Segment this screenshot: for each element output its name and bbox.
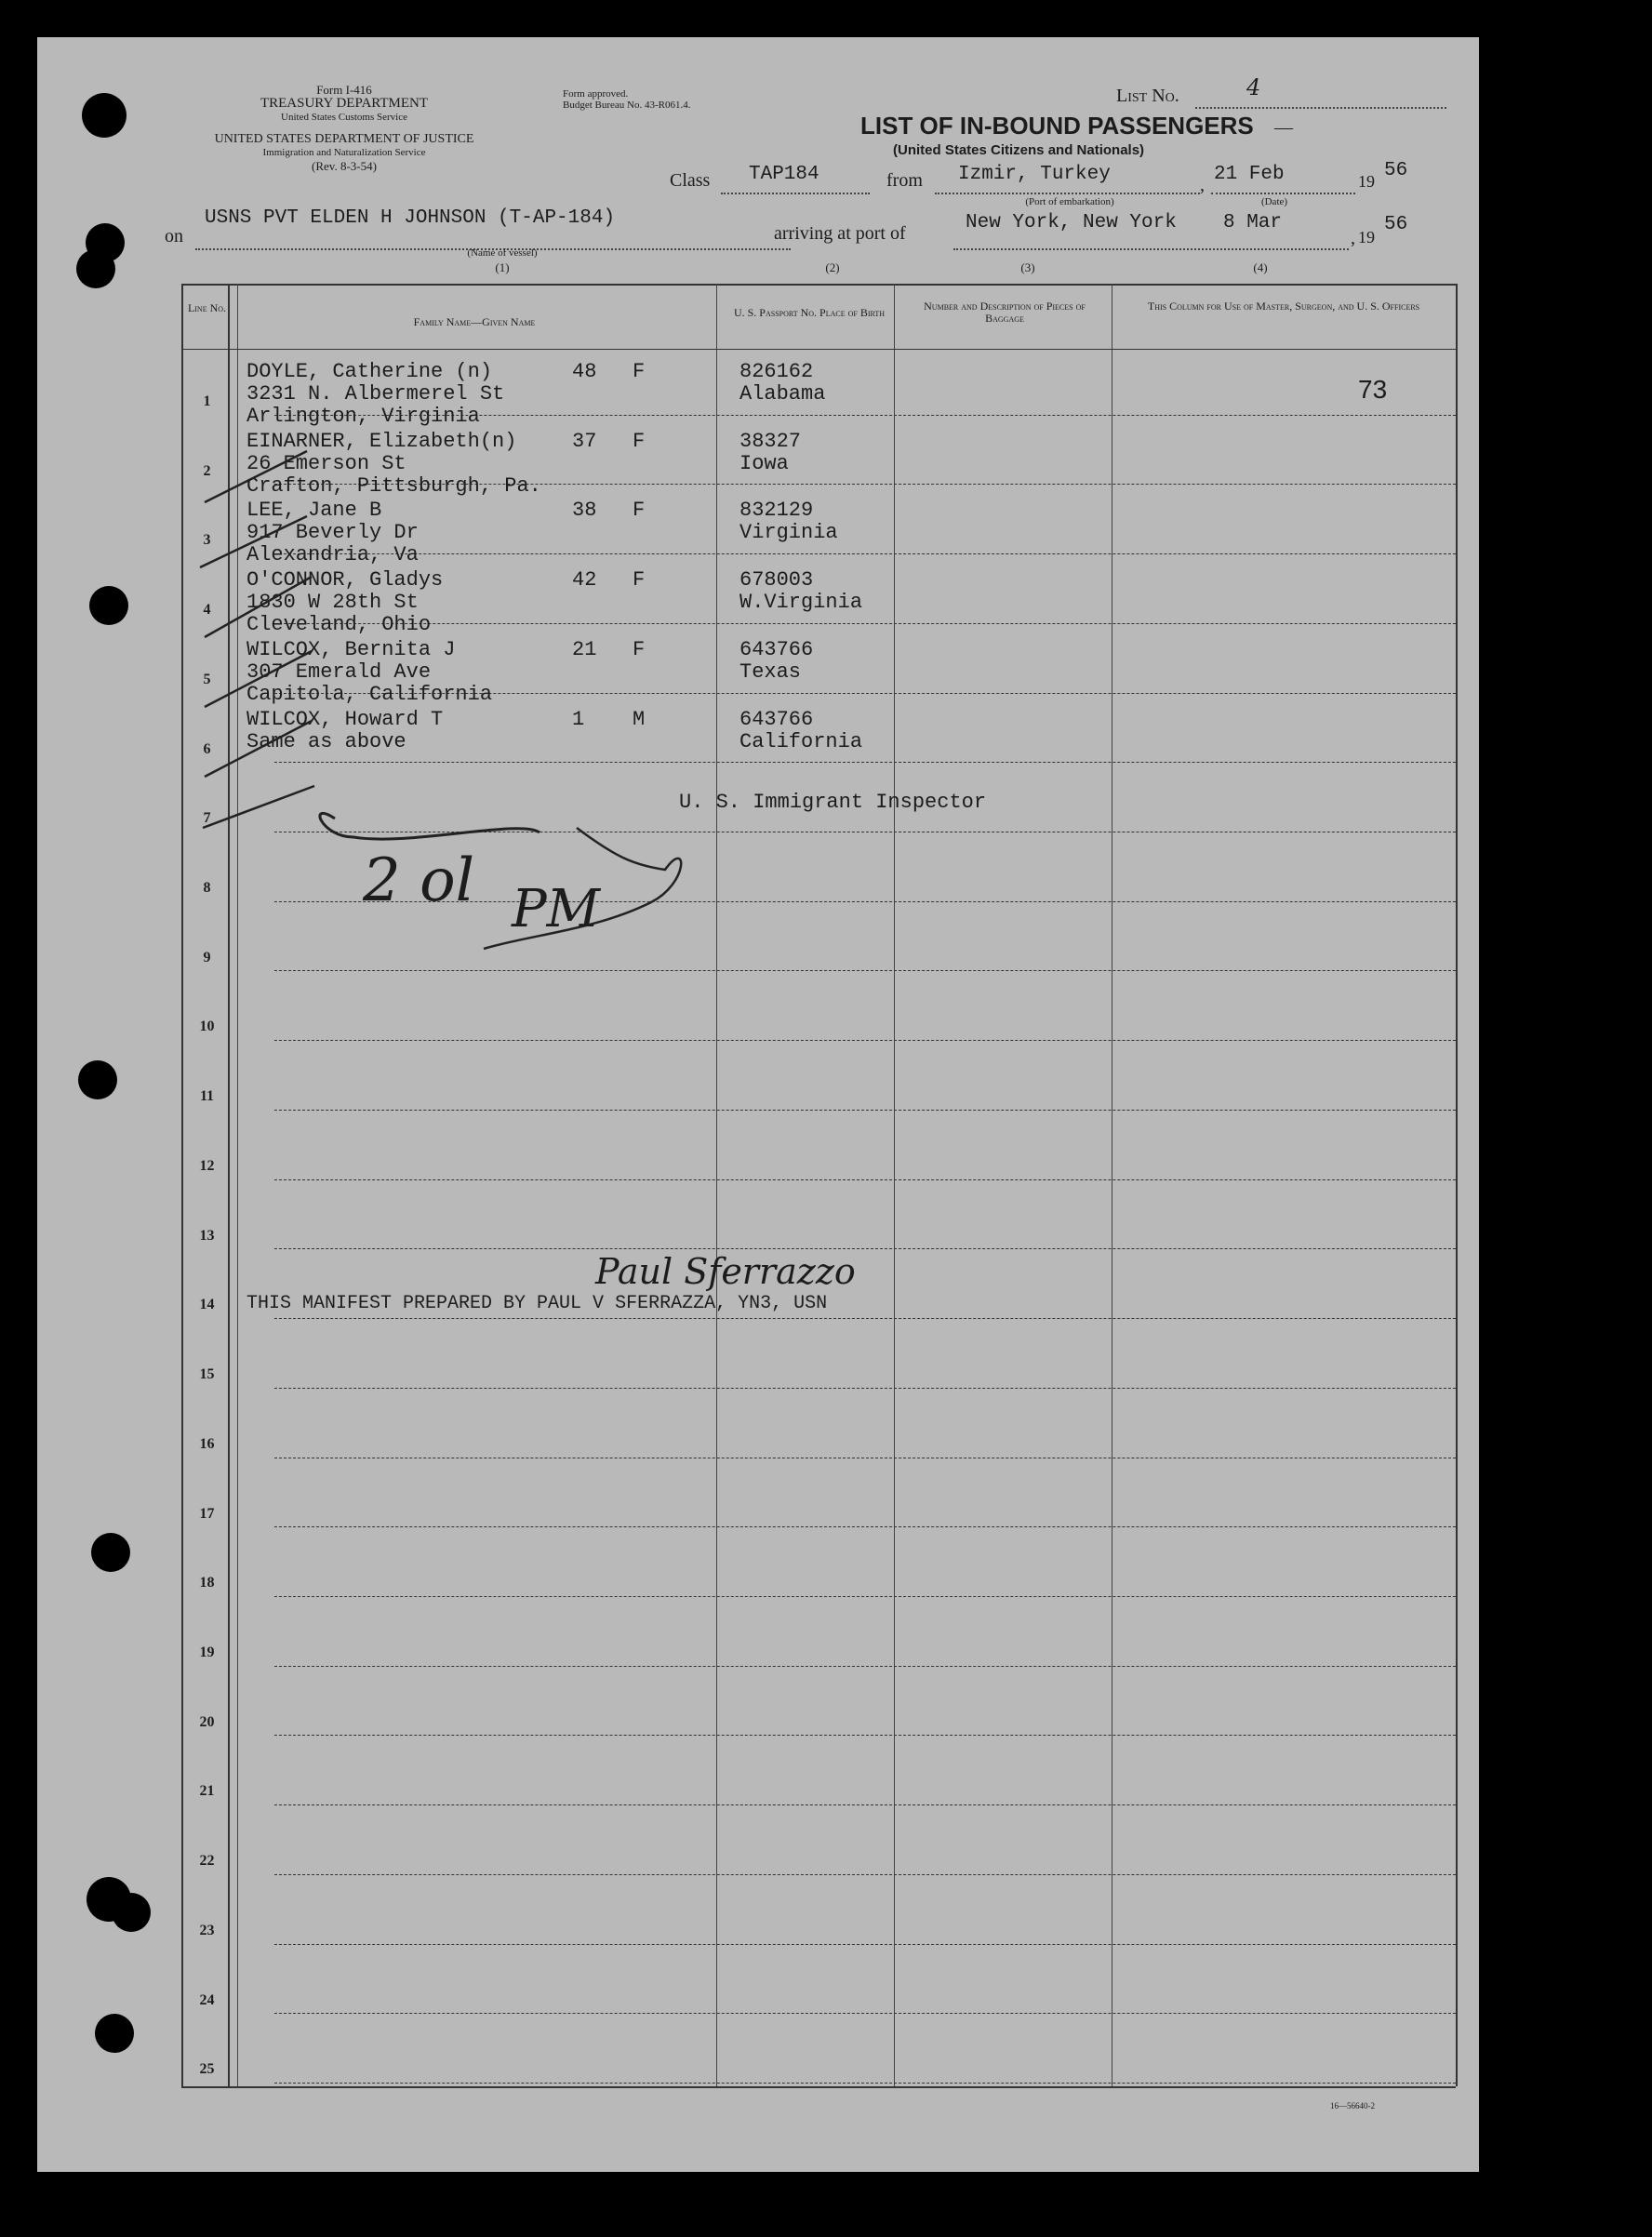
line-number: 12	[199, 1157, 215, 1174]
col-passport: U. S. Passport No. Place of Birth	[733, 306, 886, 319]
passenger-sex: F	[633, 499, 646, 523]
col-caption-1: (1)	[495, 260, 510, 274]
arrival-year-prefix: 19	[1358, 228, 1375, 246]
passenger-name: DOYLE, Catherine (n)	[246, 360, 493, 383]
passenger-address: 3231 N. Albermerel St	[246, 382, 505, 406]
preparer-signature: Paul Sferrazzo	[595, 1251, 856, 1292]
row-line	[274, 1248, 1456, 1249]
line-number: 8	[203, 880, 211, 897]
passenger-name: WILCOX, Howard T	[246, 707, 444, 731]
passport-number: 643766	[739, 637, 814, 661]
date-caption: (Date)	[1260, 196, 1288, 207]
row-line	[274, 1874, 1456, 1875]
table-top-border	[181, 284, 1456, 286]
passenger-sex: F	[633, 637, 646, 661]
punch-hole	[95, 2014, 134, 2053]
line-number: 23	[199, 1922, 215, 1938]
handwritten-note-1: 2 ol	[363, 846, 475, 915]
vessel-name: USNS PVT ELDEN H JOHNSON (T-AP-184)	[205, 207, 616, 229]
passport-number: 678003	[739, 568, 814, 593]
arrival-line	[953, 248, 1349, 250]
from-line	[935, 193, 1200, 194]
from-date-line	[1211, 193, 1355, 194]
form-number: Form I-416	[316, 83, 372, 97]
passenger-city: Crafton, Pittsburgh, Pa.	[246, 473, 541, 498]
place-of-birth: W.Virginia	[739, 591, 863, 615]
vessel-caption: (Name of vessel)	[467, 247, 538, 259]
place-of-birth: California	[739, 729, 863, 753]
port-caption: (Port of embarkation)	[1025, 196, 1114, 207]
row-line	[274, 1666, 1456, 1667]
line-number: 2	[203, 462, 211, 479]
col-officers: This Column for Use of Master, Surgeon, and U. S. Officers	[1147, 300, 1420, 313]
passenger-address: 917 Beverly Dr	[246, 521, 419, 545]
passport-number: 832129	[739, 499, 814, 523]
row-line	[274, 1526, 1456, 1527]
class-line	[721, 193, 870, 194]
inspector-stamp: U. S. Immigrant Inspector	[679, 791, 987, 814]
line-number: 17	[199, 1505, 215, 1522]
passenger-age: 38	[572, 499, 597, 523]
arrival-date: 8 Mar	[1223, 212, 1283, 233]
line-number: 16	[199, 1435, 215, 1452]
page-subtitle: (United States Citizens and Nationals)	[893, 142, 1145, 158]
line-number: 4	[203, 602, 211, 619]
table-bottom-border	[181, 2086, 1456, 2088]
print-code: 16—56640-2	[1330, 2101, 1375, 2111]
line-number: 6	[203, 740, 211, 757]
checkmark-strokes	[149, 428, 502, 837]
handwritten-note-2: PM	[512, 879, 601, 939]
line-number: 15	[199, 1366, 215, 1383]
passenger-age: 21	[572, 637, 597, 661]
col-caption-4: (4)	[1253, 260, 1268, 274]
col-caption-3: (3)	[1020, 260, 1035, 274]
line-number: 3	[203, 532, 211, 549]
line-number: 21	[199, 1783, 215, 1800]
passenger-address: Same as above	[246, 729, 406, 753]
punch-hole	[91, 1533, 130, 1572]
passenger-age: 42	[572, 568, 597, 593]
passenger-age: 1	[572, 707, 585, 731]
place-of-birth: Alabama	[739, 382, 826, 406]
row-line	[274, 1596, 1456, 1597]
line-number: 24	[199, 1991, 215, 2008]
header-bottom-border	[181, 349, 1456, 350]
ins-service: Immigration and Naturalization Service	[262, 147, 426, 158]
from-value: Izmir, Turkey	[958, 164, 1111, 185]
punch-hole	[76, 249, 115, 288]
line-number: 25	[199, 2061, 215, 2078]
line-number: 10	[199, 1019, 215, 1035]
passenger-name: WILCOX, Bernita J	[246, 637, 456, 661]
passenger-sex: M	[633, 707, 646, 731]
table-right-border	[1456, 284, 1458, 2086]
manifest-note: THIS MANIFEST PREPARED BY PAUL V SFERRAZZA, YN3, USN	[246, 1293, 828, 1314]
arriving-label: arriving at port of	[774, 223, 906, 244]
punch-hole	[82, 93, 127, 138]
col-line-no: Line No.	[187, 301, 227, 314]
justice-dept: UNITED STATES DEPARTMENT OF JUSTICE	[214, 132, 474, 146]
line-number: 5	[203, 671, 211, 687]
passenger-city: Arlington, Virginia	[246, 405, 480, 428]
passenger-sex: F	[633, 568, 646, 593]
row-line	[274, 1944, 1456, 1945]
arrival-comma: ,	[1351, 228, 1355, 248]
punch-hole	[89, 586, 128, 625]
passenger-sex: F	[633, 429, 646, 453]
passenger-age: 48	[572, 360, 597, 383]
line-number: 7	[203, 810, 211, 827]
line-number: 18	[199, 1575, 215, 1591]
handwritten-scribble	[298, 781, 707, 995]
class-label: Class	[670, 170, 711, 191]
row-line	[274, 1040, 1456, 1041]
passenger-sex: F	[633, 360, 646, 383]
from-date: 21 Feb	[1214, 164, 1285, 185]
arrival-year: 56	[1384, 214, 1408, 235]
passport-number: 643766	[739, 707, 814, 731]
revision: (Rev. 8-3-54)	[312, 159, 377, 173]
title-dash: —	[1274, 117, 1293, 138]
form-approved: Form approved.	[563, 88, 629, 100]
row-line	[274, 1318, 1456, 1319]
passenger-address: 26 Emerson St	[246, 451, 406, 475]
passenger-age: 37	[572, 429, 597, 453]
line-number: 13	[199, 1227, 215, 1244]
passenger-address: 307 Emerald Ave	[246, 659, 432, 684]
passenger-city: Alexandria, Va	[246, 543, 419, 567]
manifest-page	[37, 37, 1479, 2172]
passenger-name: EINARNER, Elizabeth(n)	[246, 429, 517, 453]
class-value: TAP184	[749, 164, 819, 185]
page-title: LIST OF IN-BOUND PASSENGERS	[860, 112, 1254, 140]
punch-hole	[78, 1060, 117, 1099]
line-number: 19	[199, 1644, 215, 1660]
on-label: on	[165, 226, 183, 246]
from-label: from	[886, 170, 923, 191]
arrival-port: New York, New York	[966, 212, 1177, 233]
passport-number: 826162	[739, 360, 814, 383]
passenger-name: LEE, Jane B	[246, 499, 382, 523]
place-of-birth: Virginia	[739, 521, 838, 545]
list-no-value: 4	[1246, 74, 1261, 100]
from-comma: ,	[1200, 175, 1205, 195]
list-no-label: List No.	[1116, 86, 1179, 106]
row-line	[274, 1735, 1456, 1736]
row-line	[274, 1804, 1456, 1805]
passport-number: 38327	[739, 429, 802, 453]
col-caption-2: (2)	[825, 260, 840, 274]
line-number: 14	[199, 1297, 215, 1313]
col-baggage: Number and Description of Pieces of Baggage	[924, 300, 1086, 325]
row-line	[274, 1110, 1456, 1111]
officer-note: 73	[1358, 375, 1388, 404]
place-of-birth: Texas	[739, 659, 802, 684]
line-number: 22	[199, 1853, 215, 1870]
passenger-city: Capitola, California	[246, 682, 493, 706]
row-line	[274, 1179, 1456, 1180]
line-number: 9	[203, 949, 211, 965]
place-of-birth: Iowa	[739, 451, 789, 475]
from-year-prefix: 19	[1358, 172, 1375, 191]
passenger-name: O'CONNOR, Gladys	[246, 568, 444, 593]
customs-service: United States Customs Service	[281, 112, 407, 123]
line-number: 20	[199, 1713, 215, 1730]
from-year: 56	[1384, 160, 1408, 181]
treasury-dept: TREASURY DEPARTMENT	[260, 96, 429, 111]
line-number: 11	[199, 1088, 215, 1105]
row-line	[274, 2083, 1456, 2084]
budget-bureau: Budget Bureau No. 43-R061.4.	[563, 100, 691, 111]
row-line	[274, 2013, 1456, 2014]
line-number: 1	[203, 393, 211, 409]
row-line	[274, 1388, 1456, 1389]
passenger-city: Cleveland, Ohio	[246, 613, 432, 637]
col-name: Family Name—Given Name	[413, 315, 536, 328]
passenger-address: 1830 W 28th St	[246, 591, 419, 615]
punch-hole	[112, 1893, 151, 1932]
list-no-line	[1195, 107, 1446, 109]
